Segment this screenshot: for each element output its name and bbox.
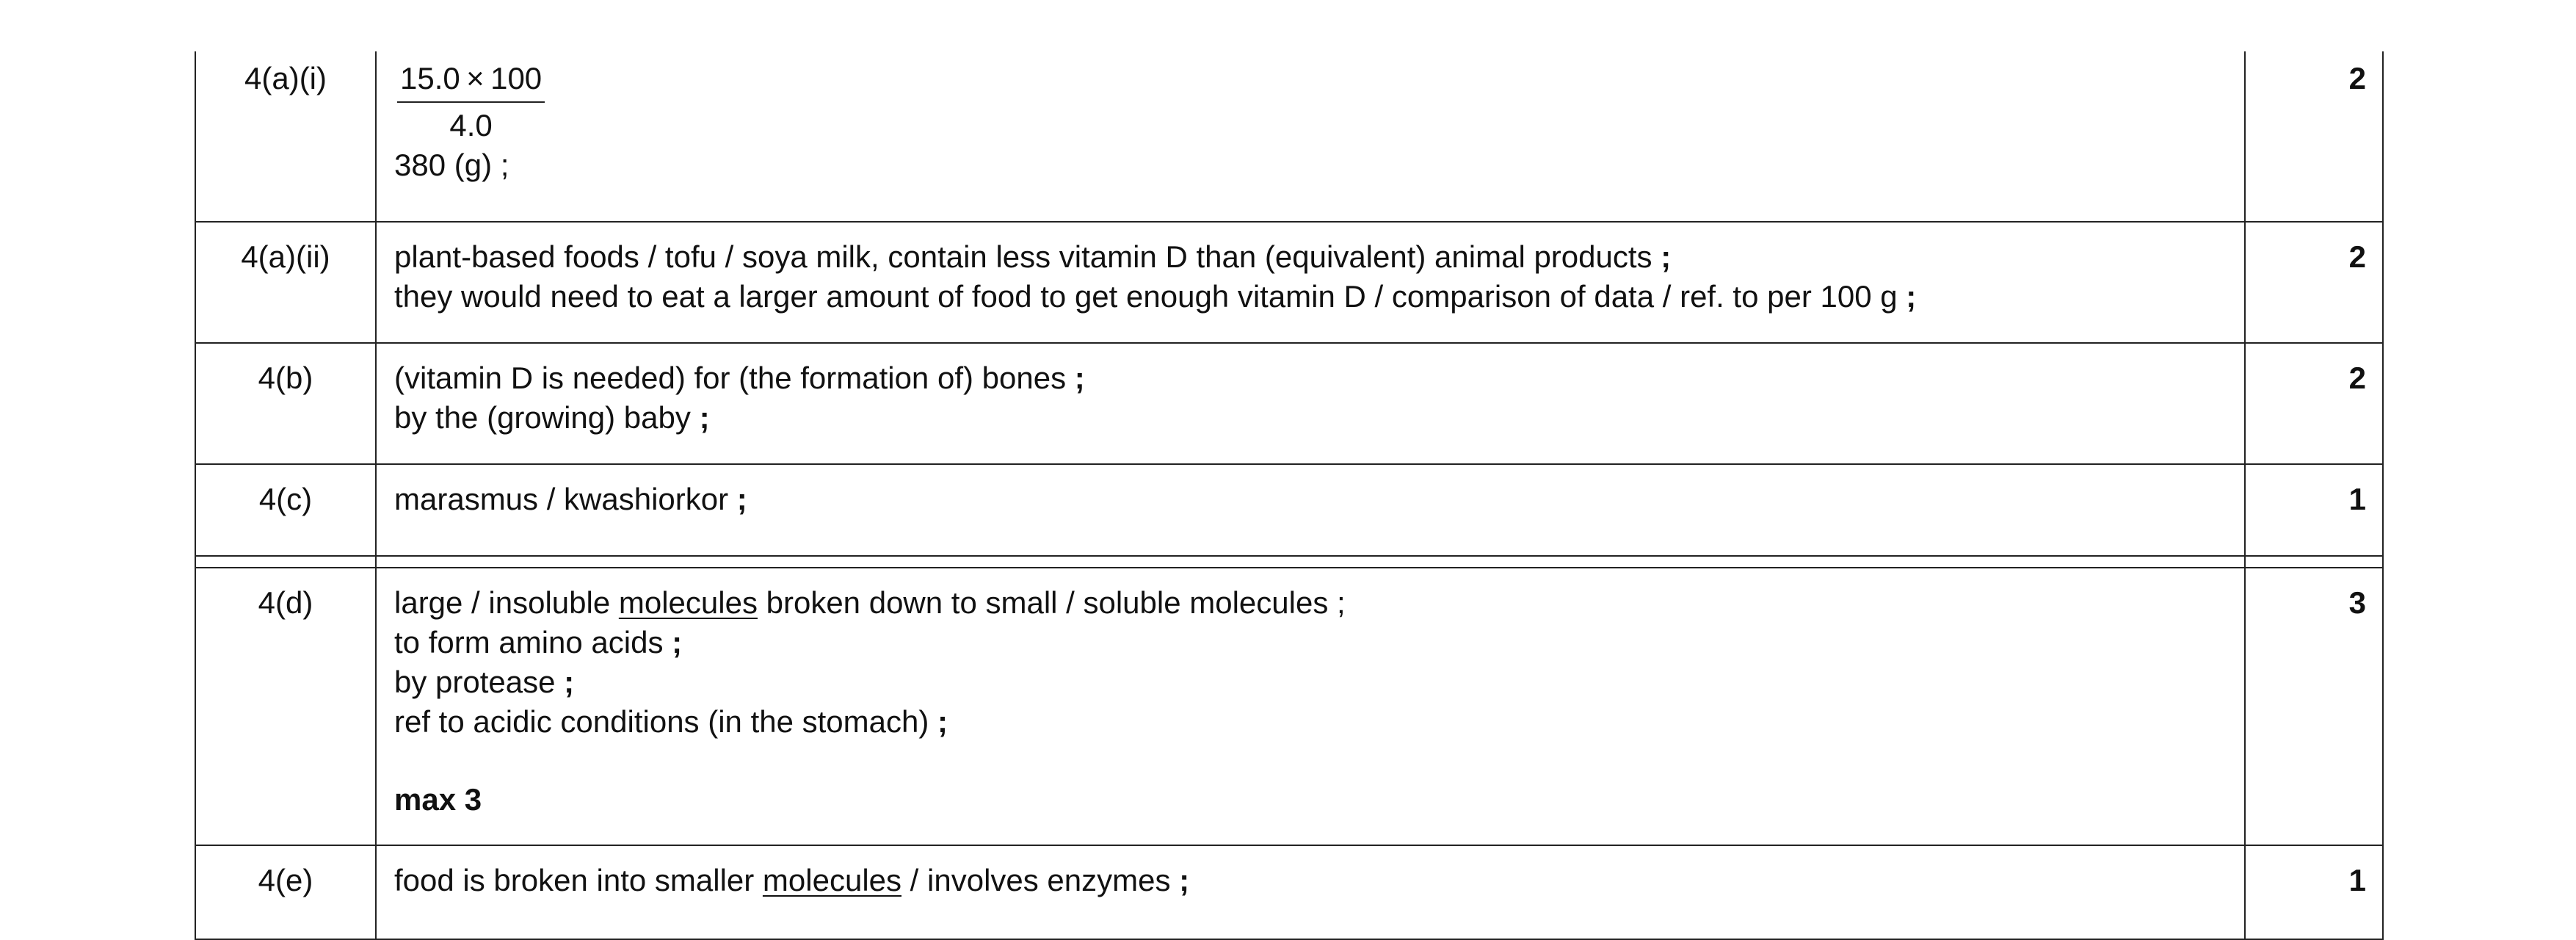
answer-line: food is broken into smaller molecules / involves enzymes ; — [394, 863, 1190, 897]
answer-line: by protease ; — [394, 665, 575, 699]
question-number: 4(a)(ii) — [195, 222, 376, 343]
separator-cell — [2245, 556, 2383, 568]
answer-line: 380 (g) ; — [394, 148, 509, 182]
table-row — [195, 464, 2383, 556]
answer-line: (vitamin D is needed) for (the formation of) bones ; — [394, 361, 1085, 395]
question-number: 4(b) — [195, 343, 376, 464]
underlined-keyword: molecules — [618, 585, 758, 620]
answer-line: by the (growing) baby ; — [394, 400, 710, 435]
answer-line: ref to acidic conditions (in the stomach) ; — [394, 704, 948, 739]
question-number: 4(e) — [195, 845, 376, 939]
table-row — [195, 51, 2383, 222]
separator-cell — [195, 556, 376, 568]
fraction-denominator: 4.0 — [449, 108, 493, 142]
question-number: 4(d) — [195, 568, 376, 845]
answer-cell — [376, 464, 2245, 556]
table-row — [195, 222, 2383, 343]
marks-value: 3 — [2245, 568, 2383, 845]
answer-line: large / insoluble molecules broken down to small / soluble molecules ; — [394, 585, 1346, 620]
max-marks-note: max 3 — [394, 782, 482, 817]
answer-cell — [376, 222, 2245, 343]
blank-line — [394, 742, 2229, 780]
question-number: 4(c) — [195, 464, 376, 556]
mark-scheme-page — [195, 51, 2382, 940]
marks-value: 2 — [2245, 343, 2383, 464]
calculation-fraction — [397, 59, 545, 145]
table-row — [195, 845, 2383, 939]
marks-value: 1 — [2245, 845, 2383, 939]
answer-cell — [376, 568, 2245, 845]
answer-cell — [376, 343, 2245, 464]
table-row — [195, 343, 2383, 464]
mark-scheme-table — [195, 51, 2384, 940]
answer-cell — [376, 51, 2245, 222]
answer-line: plant-based foods / tofu / soya milk, contain less vitamin D than (equivalent) animal products ; — [394, 239, 1672, 274]
answer-line: marasmus / kwashiorkor ; — [394, 482, 747, 516]
answer-line: to form amino acids ; — [394, 625, 683, 659]
fraction-numerator: 15.0 × 100 — [397, 59, 545, 103]
marks-value: 2 — [2245, 222, 2383, 343]
question-number: 4(a)(i) — [195, 51, 376, 222]
answer-line: they would need to eat a larger amount of food to get enough vitamin D / comparison of data / ref. to per 100 g ; — [394, 279, 1917, 314]
marks-value: 1 — [2245, 464, 2383, 556]
table-row — [195, 568, 2383, 845]
table-separator — [195, 556, 2383, 568]
underlined-keyword: molecules — [762, 863, 902, 897]
marks-value: 2 — [2245, 51, 2383, 222]
answer-cell — [376, 845, 2245, 939]
separator-cell — [376, 556, 2245, 568]
